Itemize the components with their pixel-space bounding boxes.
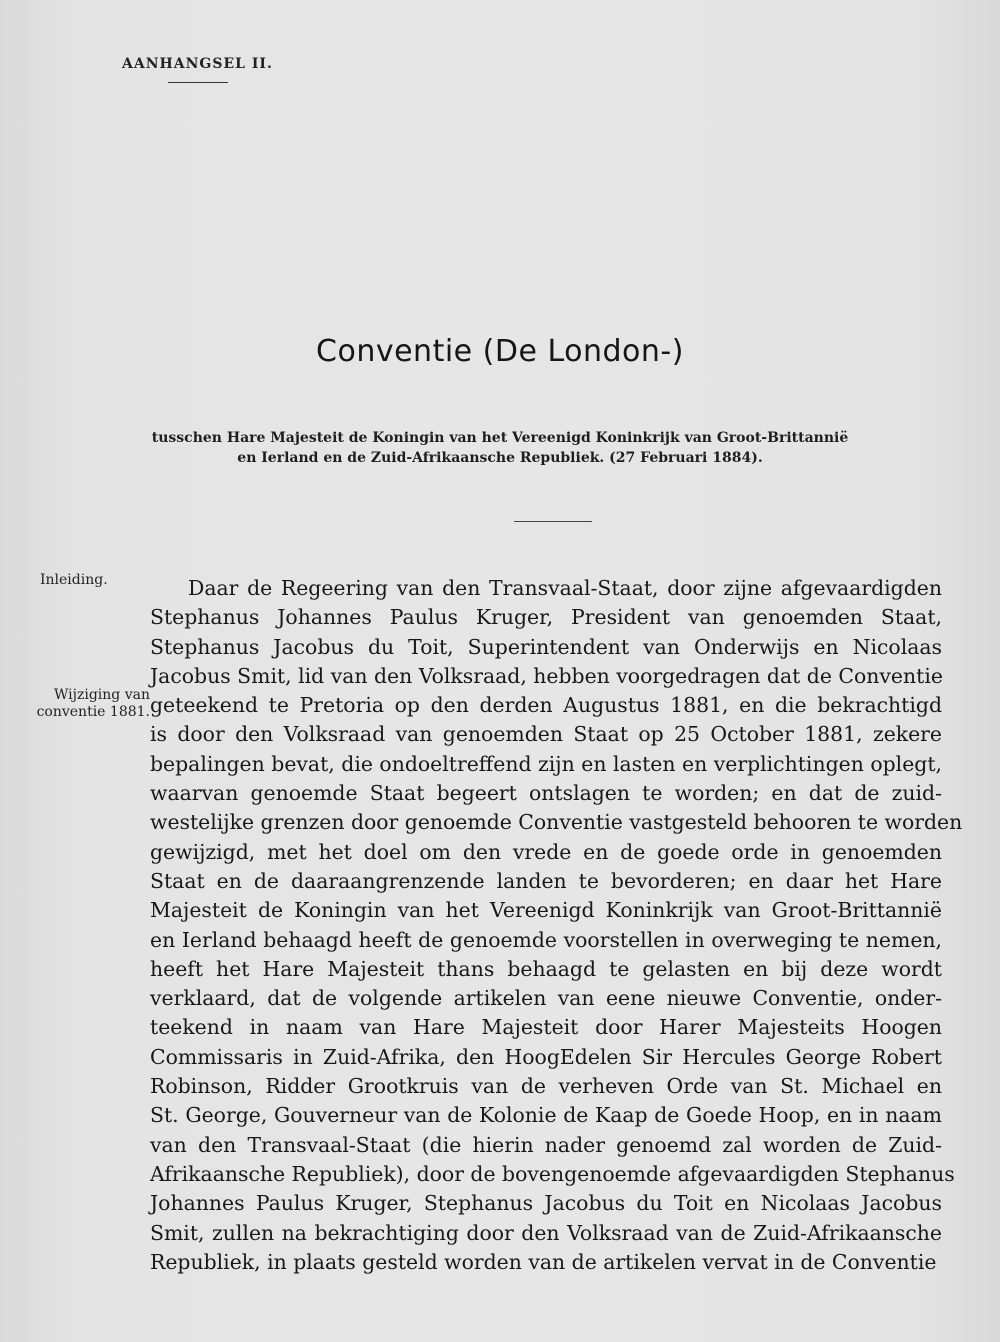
document-subtitle: tusschen Hare Majesteit de Koningin van het Vereenigd Koninkrijk van Groot-Brittannië en Ierland en de Zuid-Afrikaansche Republiek. (27 Februari 1884).	[151, 430, 849, 466]
body-line: Afrikaansche Republiek), door de bovengenoemde afgevaardigden Stephanus	[150, 1161, 955, 1186]
body-line: Jacobus Smit, lid van den Volksraad, hebben voorgedragen dat de Conventie	[150, 663, 943, 688]
body-line: is door den Volksraad van genoemden Staat op 25 October 1881, zekere	[150, 722, 942, 747]
running-head-rule	[168, 82, 228, 83]
running-head: AANHANGSEL II.	[122, 56, 273, 72]
body-line: en Ierland behaagd heeft de genoemde voorstellen in overweging te nemen,	[150, 927, 942, 952]
body-line: Republiek, in plaats gesteld worden van de artikelen vervat in de Conventie	[150, 1249, 937, 1274]
body-line: heeft het Hare Majesteit thans behaagd te gelasten en bij deze wordt	[150, 956, 942, 981]
body-line: Robinson, Ridder Grootkruis van de verheven Orde van St. Michael en	[150, 1074, 942, 1099]
margin-note-introduction: Inleiding.	[40, 572, 108, 588]
body-line: Stephanus Jacobus du Toit, Superintendent van Onderwijs en Nicolaas	[150, 634, 942, 659]
show-through-text	[160, 110, 940, 139]
body-line: Stephanus Johannes Paulus Kruger, President van genoemden Staat,	[150, 605, 942, 630]
section-divider	[514, 521, 592, 522]
body-line: Majesteit de Koningin van het Vereenigd Koninkrijk van Groot-Brittannië	[150, 898, 942, 923]
body-line: gewijzigd, met het doel om den vrede en de goede orde in genoemden	[150, 839, 942, 864]
body-line: bepalingen bevat, die ondoeltreffend zijn en lasten en verplichtingen oplegt,	[150, 751, 942, 776]
body-line: Smit, zullen na bekrachtiging door den Volksraad van de Zuid-Afrikaansche	[150, 1220, 942, 1245]
body-paragraph	[150, 574, 963, 1277]
body-line: westelijke grenzen door genoemde Conventie vastgesteld behooren te worden	[150, 810, 963, 835]
body-line: geteekend te Pretoria op den derden Augustus 1881, en die bekrachtigd	[150, 693, 942, 718]
body-line: teekend in naam van Hare Majesteit door Harer Majesteits Hoogen	[150, 1015, 942, 1040]
body-line: waarvan genoemde Staat begeert ontslagen te worden; en dat de zuid-	[150, 781, 942, 806]
body-line: Staat en de daaraangrenzende landen te bevorderen; en daar het Hare	[150, 868, 942, 893]
body-line: Commissaris in Zuid-Afrika, den HoogEdelen Sir Hercules George Robert	[150, 1044, 942, 1069]
body-line: van den Transvaal-Staat (die hierin nader genoemd zal worden de Zuid-	[150, 1132, 942, 1157]
body-line: Johannes Paulus Kruger, Stephanus Jacobus du Toit en Nicolaas Jacobus	[150, 1191, 942, 1216]
body-line: verklaard, dat de volgende artikelen van eene nieuwe Conventie, onder-	[150, 986, 942, 1011]
body-line: St. George, Gouverneur van de Kolonie de Kaap de Goede Hoop, en in naam	[150, 1103, 942, 1128]
body-line: Daar de Regeering van den Transvaal-Staat, door zijne afgevaardigden	[188, 576, 942, 600]
margin-note-amendment: Wijziging van conventie 1881.	[36, 687, 150, 720]
document-title: Conventie (De London-)	[316, 334, 684, 369]
